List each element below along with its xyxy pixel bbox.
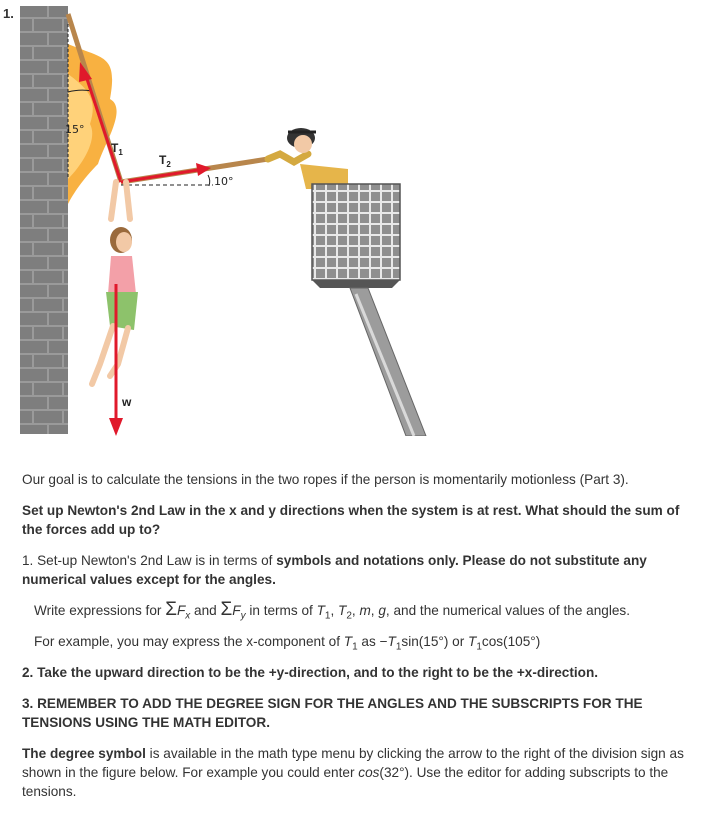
aerial-bucket <box>312 184 400 280</box>
angle-15-label: 15° <box>65 123 85 136</box>
weight-arrowhead <box>109 418 123 436</box>
question-number: 1. <box>3 6 14 21</box>
angle-10-label: 10° <box>214 175 234 188</box>
angle-arc-10 <box>208 175 210 186</box>
firefighter <box>268 128 348 189</box>
brick-wall <box>20 6 68 434</box>
question-text <box>22 470 702 813</box>
weight-label: w <box>122 395 132 409</box>
example-paragraph: For example, you may express the x-component of $T_1$ as $-T_1\sin(15^\circ)$ or $T_1\cos(105^\circ)$ <box>34 634 541 653</box>
t2-arrow <box>121 170 198 182</box>
instruction-1: 1. Set-up Newton's 2nd Law is in terms of symbols and notations only. Please do not substitute any numerical values except for the angles. <box>22 553 647 587</box>
t2-label: $T_2$ <box>159 153 171 169</box>
instruction-3: 3. REMEMBER TO ADD THE DEGREE SIGN FOR THE ANGLES AND THE SUBSCRIPTS FOR THE TENSIONS USING THE MATH EDITOR. <box>22 696 643 730</box>
instruction-2: 2. Take the upward direction to be the +y-direction, and to the right to be the +x-direction. <box>22 665 599 680</box>
setup-paragraph: Set up Newton's 2nd Law in the x and y directions when the system is at rest. What should the sum of the forces add up to? <box>22 503 680 537</box>
rescue-diagram <box>18 4 438 436</box>
t1-label: $T_1$ <box>111 141 123 157</box>
goal-paragraph: Our goal is to calculate the tensions in the two ropes if the person is momentarily motionless (Part 3). <box>22 472 629 487</box>
expression-instruction: Write expressions for $\Sigma F_x$ and $\Sigma F_y$ in terms of $T_1$, $T_2$, m, g, and the numerical values of the angles. <box>34 599 630 622</box>
bucket-base <box>312 280 400 288</box>
degree-paragraph: The degree symbol is available in the math type menu by clicking the arrow to the right of the division sign as shown in the figure below. For example you could enter cos(32°). Use the editor for adding subscripts to the tensions. <box>22 746 684 799</box>
